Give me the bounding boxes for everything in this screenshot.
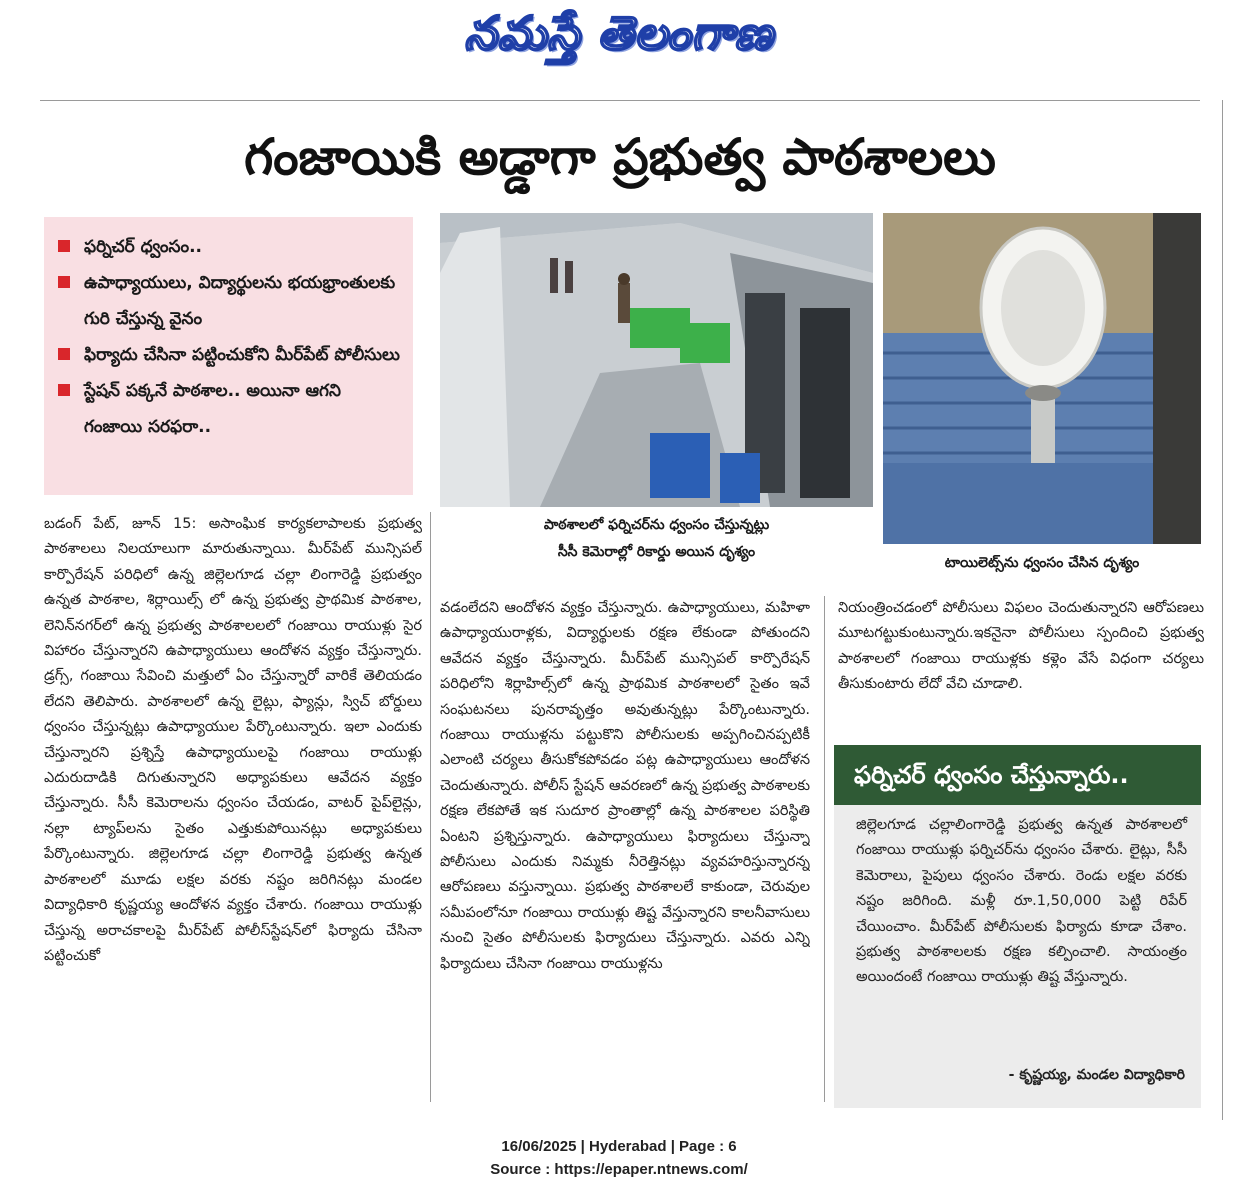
article-paragraph: బడంగ్ పేట్, జూన్ 15: అసాంఘిక కార్యకలాపాలకు ప్రభుత్వ పాఠశాలలు నిలయాలుగా మారుతున్నాయి. మీర్‌పేట్ మున్సిపల్ కార్పొరేషన్ పరిధిలో ఉన్న జిల్లెలగూడ చల్లా లింగారెడ్డి ప్రభుత్వం ఉన్నత పాఠశాల, శిర్లాయిల్స్ లో ఉన్న ప్రభుత్వ ప్రాథమిక పాఠశాల, లెనిన్‌నగర్‌లో ఉన్న ప్రభుత్వ పాఠశాలలలో గంజాయి రాయుళ్లు సైర విహారం చేస్తున్నారని ఉపాధ్యాయులు ఆందోళన వ్యక్తం చేస్తున్నారు. డ్రగ్స్, గంజాయి సేవించి మత్తులో ఏం చేస్తున్నారో వారికే తెలియడం లేదని తెలిపారు. పాఠశాలలో ఉన్న లైట్లు, ఫ్యాన్లు, స్విచ్ బోర్డులు ధ్వంసం చేస్తున్నట్లు ఉపాధ్యాయుల పేర్కొంటున్నారు. ఇలా ఎందుకు చేస్తున్నారని ప్రశ్నిస్తే ఉపాధ్యాయులపై గంజాయి రాయుళ్లు ఎదురుదాడికి దిగుతున్నారని అధ్యాపకులు ఆవేదన వ్యక్తం చేస్తున్నారు. సీసీ కెమెరాలను ధ్వంసం చేయడం, వాటర్ పైప్‌లైన్లు, నల్లా ట్యాప్‌లను సైతం ఎత్తుకుపోయినట్లు అధ్యాపకులు పేర్కొంటున్నారు. జిల్లెలగూడ చల్లా లింగారెడ్డి ప్రభుత్వ ఉన్నత పాఠశాలలో మూడు లక్షల వరకు నష్టం జరిగినట్లు మండల విద్యాధికారి కృష్ణయ్య ఆందోళన వ్యక్తం చేశారు. గంజాయి రాయుళ్లు చేస్తున్న అరాచకాలపై మీర్‌పేట్ పోలీస్‌స్టేషన్‌లో ఫిర్యాదు చేసినా పట్టించుకో <box>44 516 422 964</box>
highlight-item <box>58 229 403 265</box>
top-rule <box>40 100 1200 101</box>
highlight-text: ఉపాధ్యాయులు, విద్యార్థులను భయభ్రాంతులకు గురి చేస్తున్న వైనం <box>84 273 396 329</box>
column-divider <box>430 512 431 1102</box>
footer-date-line: 16/06/2025 | Hyderabad | Page : 6 <box>501 1138 737 1155</box>
toilet-illustration <box>883 213 1201 544</box>
photo-caption-left <box>440 512 873 566</box>
caption-line: పాఠశాలలో ఫర్నిచర్‌ను ధ్వంసం చేస్తున్నట్లు <box>543 517 770 533</box>
article-paragraph: వడంలేదని ఆందోళన వ్యక్తం చేస్తున్నారు. ఉపాధ్యాయులు, మహిళా ఉపాధ్యాయురాళ్లకు, విద్యార్థులకు రక్షణ లేకుండా పోతుందని ఆవేదన వ్యక్తం చేస్తున్నారు. మీర్‌పేట్ మున్సిపల్ కార్పొరేషన్ పరిధిలోని శిర్లాహిల్స్‌లో ఉన్న ప్రాథమిక పాఠశాలలో సైతం ఇవే సంఘటనలు పునరావృత్తం అవుతున్నట్లు పేర్కొంటున్నారు. గంజాయి రాయుళ్లను పట్టుకొని పోలీసులకు అప్పగించినప్పటికీ ఎలాంటి చర్యలు తీసుకోకపోవడం పట్ల ఉపాధ్యాయులు ఆందోళన చెందుతున్నారు. పోలీస్ స్టేషన్ ఆవరణలో ఉన్న ప్రభుత్వ పాఠశాలకు రక్షణ లేకపోతే ఇక సుదూర ప్రాంతాల్లో ఉన్న పాఠశాలల పరిస్థితి ఏంటని ప్రశ్నిస్తున్నారు. ఉపాధ్యాయులు ఫిర్యాదులు చేస్తున్నా పోలీసులు ఎందుకు నిమ్మకు నీరెత్తినట్లు వ్యవహరిస్తున్నారన్న ఆరోపణలు వస్తున్నాయి. ప్రభుత్వ పాఠశాలలే కాకుండా, చెరువుల సమీపంలోనూ గంజాయి రాయుళ్లు తిష్ట వేస్తున్నారని కాలనీవాసులు నుంచి సైతం పోలీసులకు ఫిర్యాదులు చేస్తున్నారు. ఎవరు ఎన్ని ఫిర్యాదులు చేసినా గంజాయి రాయుళ్లను <box>440 600 810 972</box>
bullet-square-icon <box>58 348 70 360</box>
article-column-2 <box>440 596 810 1092</box>
sidebox-signature: - కృష్ణయ్య, మండల విద్యాధికారి <box>1008 1067 1185 1083</box>
highlight-item <box>58 373 403 445</box>
highlight-text: స్టేషన్ పక్కనే పాఠశాల.. అయినా ఆగని గంజాయి సరఫరా.. <box>84 381 341 437</box>
highlight-item <box>58 265 403 337</box>
column-divider <box>824 596 825 1102</box>
highlight-text: ఫర్నిచర్ ధ్వంసం.. <box>84 237 203 257</box>
bullet-square-icon <box>58 276 70 288</box>
corridor-illustration <box>440 213 873 507</box>
sidebox-body: జిల్లెలగూడ చల్లాలింగారెడ్డి ప్రభుత్వ ఉన్నత పాఠశాలలో గంజాయి రాయుళ్లు ఫర్నిచర్‌ను ధ్వంసం చేశారు. లైట్లు, సీసీ కెమెరాలు, పైపులు ధ్వంసం చేశారు. రెండు లక్షల వరకు నష్టం జరిగింది. మళ్లీ రూ.1,50,000 పెట్టి రిపేర్ చేయించాం. మీర్‌పేట్ పోలీసులకు ఫిర్యాదు కూడా చేశాం. ప్రభుత్వ పాఠశాలలకు రక్షణ కల్పించాలి. సాయంత్రం అయిందంటే గంజాయి రాయుళ్లు తిష్ట వేస్తున్నారు. <box>856 817 1187 986</box>
bullet-square-icon <box>58 384 70 396</box>
cctv-corridor-photo <box>440 213 873 507</box>
article-column-3 <box>838 596 1204 726</box>
highlight-text: ఫిర్యాదు చేసినా పట్టించుకోని మీర్‌పేట్ పోలీసులు <box>84 345 400 365</box>
photo-caption-right: టాయిలెట్స్‌ను ధ్వంసం చేసిన దృశ్యం <box>944 555 1140 571</box>
quote-sidebox <box>834 745 1201 1108</box>
caption-line: సీసీ కెమెరాల్లో రికార్డు అయిన దృశ్యం <box>557 544 756 560</box>
highlight-item <box>58 337 403 373</box>
article-paragraph: నియంత్రించడంలో పోలీసులు విఫలం చెందుతున్నారని ఆరోపణలు మూటగట్టుకుంటున్నారు.ఇకనైనా పోలీసులు స్పందించి ప్రభుత్వ పాఠశాలలో గంజాయి రాయుళ్లకు కళ్లెం వేసే విధంగా చర్యలు తీసుకుంటారు లేదో వేచి చూడాలి. <box>838 600 1204 693</box>
broken-toilet-photo <box>883 213 1201 544</box>
masthead <box>0 0 1238 90</box>
page-footer <box>0 1135 1238 1181</box>
footer-source-line: Source : https://epaper.ntnews.com/ <box>490 1161 748 1178</box>
article-headline: గంజాయికి అడ్డాగా ప్రభుత్వ పాఠశాలలు <box>244 128 996 186</box>
sidebox-heading: ఫర్నిచర్ ధ్వంసం చేస్తున్నారు.. <box>834 745 1201 805</box>
article-column-1 <box>44 512 422 1092</box>
highlights-box <box>44 217 413 495</box>
newspaper-logo: నమస్తే తెలంగాణ <box>464 6 774 60</box>
bullet-square-icon <box>58 240 70 252</box>
side-rule <box>1222 100 1223 1120</box>
